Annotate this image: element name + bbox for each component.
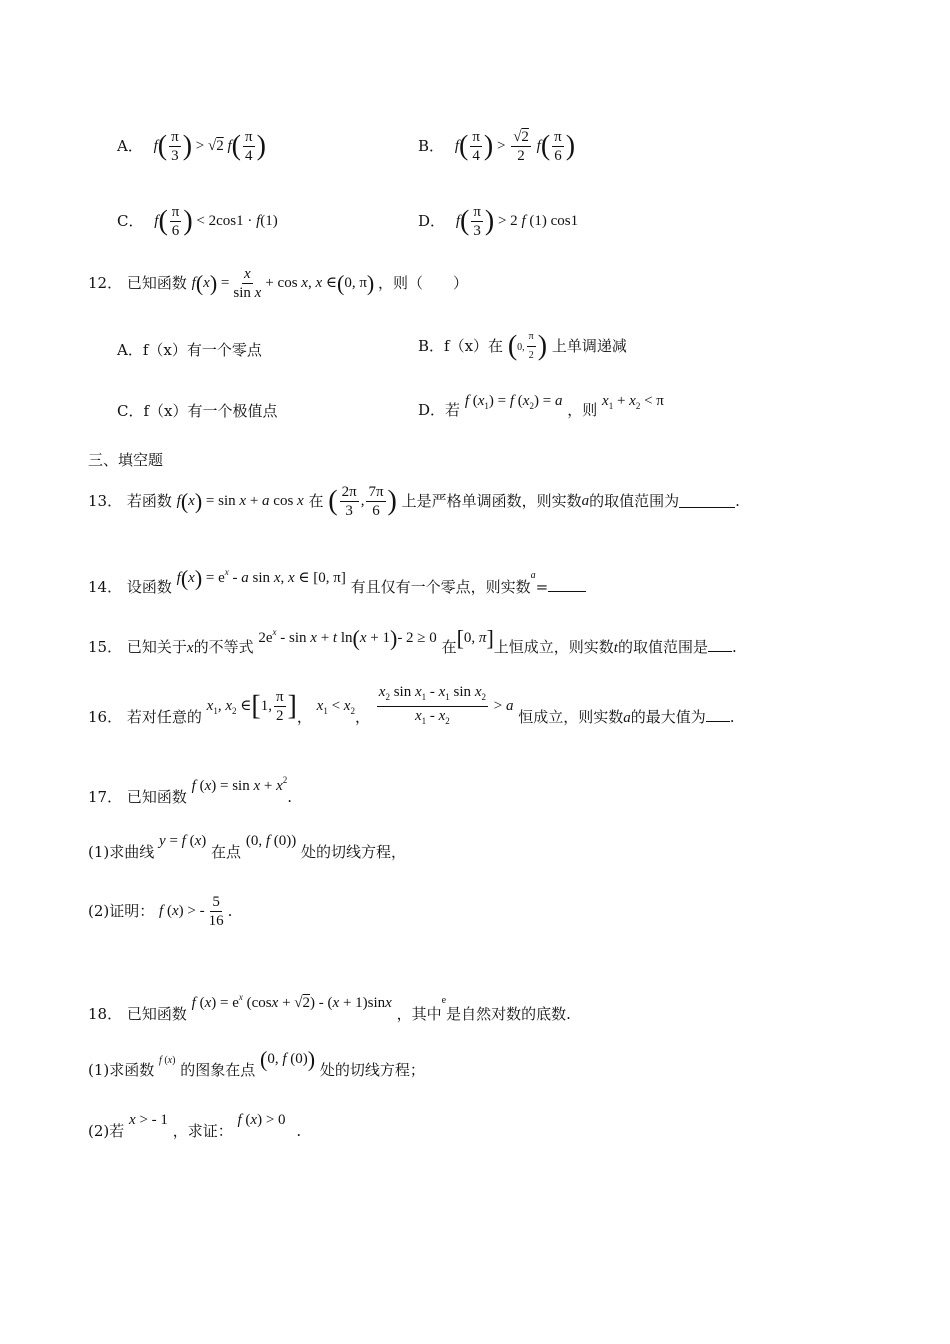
math-formula: $x_1 + x_2 < \pi$: [602, 393, 664, 411]
q17-part1: [88, 830, 406, 862]
option-label: A．: [117, 136, 143, 155]
math-formula: (0, $\frac{\pi}{2}$ ): [508, 338, 547, 354]
question-number: 15．: [88, 638, 123, 656]
math-formula: $2e^x - \sin x + t$ ln(x + 1)- 2 ≥ 0: [258, 625, 437, 651]
period: .: [287, 788, 293, 806]
question-text: 的图象在点: [180, 1061, 256, 1079]
question-text: ，求证：: [172, 1122, 233, 1140]
period: .: [731, 638, 737, 656]
answer-blank: [706, 707, 730, 722]
question-text: 是自然对数的底数.: [446, 1005, 571, 1023]
option-text: 上单调递减: [551, 336, 627, 355]
question-text: 已知关于: [126, 638, 187, 656]
math-formula: f( $\frac{\pi}{3}$ ) > 2 f (1) cos1: [455, 204, 579, 239]
q11-option-c: [117, 203, 278, 240]
q12-option-b: [418, 328, 627, 365]
question-number: 13．: [88, 491, 123, 510]
math-formula: $\frac{x_2 \sin x_1 - x_1 \sin x_2}{x_1 - x_2}$ > a: [378, 684, 514, 726]
comma: ，: [354, 707, 370, 726]
question-number: 12．: [88, 273, 123, 292]
question-text: 已知函数: [126, 273, 187, 292]
question-text: 在点: [211, 843, 242, 861]
math-formula: f(x) = $\frac{x}{\text{sin x}}$ + cos x, x ∈(0, π): [191, 266, 375, 301]
math-formula: f( $\frac{\pi}{4}$ ) > $\frac{√2}{2}$ f( $\frac{\pi}{6}$ ): [454, 129, 576, 164]
period: .: [296, 1122, 302, 1140]
answer-blank: [679, 493, 735, 508]
q16: 16． 若对任意的 $x_1$, $x_2$ ∈[1, $\frac{\pi}{2}$ ]， $x_1 < x_2$， $\frac{x_2 \sin x_1 - x_1 \sin x_2}{x_1 - x_2}$ > a 恒成立，则实数a的最大值为 .: [88, 684, 735, 726]
answer-blank: [548, 577, 586, 592]
q15: 15． 已知关于x的不等式 $2e^x - \sin x + t$ ln(x + 1)- 2 ≥ 0 在[0, π]上恒成立，则实数t的取值范围是 .: [88, 625, 737, 656]
q12-option-a: A．f（x）有一个零点: [117, 341, 262, 359]
question-text: (1)求函数: [88, 1061, 155, 1079]
section-title: 三、填空题: [88, 451, 164, 469]
equals: =: [535, 578, 549, 596]
answer-blank: [708, 637, 732, 652]
option-label: C．: [117, 211, 144, 230]
question-text: 上是严格单调函数，则实数: [401, 491, 582, 510]
math-formula: (0, f (0)): [260, 1046, 316, 1072]
q14: 14． 设函数 $f(x) = e^x - a$ sin x, x ∈ [0, π] 有且仅有一个零点，则实数$^a$=: [88, 562, 586, 597]
q13: 13． 若函数 f(x) = sin x + a cos x 在 ( $\frac{2\pi}{3}$ , $\frac{7\pi}{6}$ ) 上是严格单调函数，则实数a的取值范围为 .: [88, 484, 740, 519]
q18: 18． 已知函数 f $(x) = e^x$ (cosx + √2) - (x + 1)sinx ，其中$^e$是自然对数的底数.: [88, 992, 571, 1023]
question-text: 处的切线方程，: [301, 843, 407, 861]
question-number: 18．: [88, 1005, 123, 1023]
question-text: 恒成立，则实数: [518, 707, 624, 726]
period: .: [227, 901, 233, 920]
question-text: 在: [441, 638, 457, 656]
question-text: 若对任意的: [126, 707, 202, 726]
math-formula: $x_1$, $x_2$ ∈[1, $\frac{\pi}{2}$ ]: [206, 689, 297, 724]
q12-option-c: C．f（x）有一个极值点: [117, 402, 278, 420]
option-text: ，则: [567, 401, 598, 419]
question-text: 有且仅有一个零点，则实数: [350, 578, 531, 596]
question-text: 若函数: [126, 491, 172, 510]
period: .: [735, 491, 740, 510]
math-formula: f $(x_1) = f$ $(x_2) = a$: [464, 393, 563, 411]
q18-part2: [88, 1109, 301, 1141]
math-formula: f (x) > 0: [237, 1112, 286, 1128]
question-text: ，则（ ）: [377, 273, 468, 292]
math-formula: x > - 1: [129, 1112, 168, 1128]
question-text: (2)若: [88, 1122, 125, 1140]
question-text: (2)证明：: [88, 901, 155, 920]
period: .: [729, 707, 735, 726]
question-text: 的不等式: [193, 638, 254, 656]
question-text: 已知函数: [126, 1005, 187, 1023]
math-formula: ( $\frac{2\pi}{3}$ , $\frac{7\pi}{6}$ ): [328, 484, 397, 519]
math-formula: $f(x) = e^x - a$ sin x, x ∈ [0, π]: [176, 565, 346, 591]
question-text: 在: [308, 491, 324, 510]
question-text: 上恒成立，则实数: [493, 638, 614, 656]
option-label: B．: [418, 136, 445, 155]
option-label: D．: [418, 211, 446, 230]
math-formula: f $(x) = \sin x + x^2$: [191, 775, 288, 794]
comma: ，: [296, 707, 312, 726]
question-text: 的取值范围为: [589, 491, 680, 510]
question-number: 16．: [88, 707, 123, 726]
question-text: 的最大值为: [630, 707, 706, 726]
option-text: B．f（x）在: [418, 336, 504, 355]
math-formula: f (x): [159, 1055, 176, 1066]
math-formula: f (x) > - $\frac{5}{16}$: [159, 894, 224, 929]
math-formula: [0, π]: [456, 625, 494, 651]
question-text: 的取值范围是: [617, 638, 708, 656]
question-text: 已知函数: [126, 788, 187, 806]
math-formula: f(x) = sin x + a cos x: [176, 488, 304, 514]
math-formula: (0, f (0)): [245, 833, 297, 849]
question-number: 14．: [88, 578, 123, 596]
q18-part1: [88, 1048, 425, 1080]
q12-option-d: [418, 390, 664, 420]
question-text: (1)求曲线: [88, 843, 155, 861]
q17-part2: [88, 893, 232, 930]
math-formula: y = f (x): [159, 833, 207, 849]
question-number: 17．: [88, 788, 123, 806]
math-formula: f( $\frac{\pi}{3}$ ) > √2 f( $\frac{\pi}{4}$ ): [153, 129, 266, 164]
math-formula: f $(x) = e^x$ (cosx + √2) - (x + 1)sinx: [191, 992, 392, 1011]
q11-option-b: [418, 128, 575, 165]
q11-option-d: [418, 203, 578, 240]
q12-stem: [88, 265, 468, 302]
option-text: D．若: [418, 401, 461, 419]
q17: [88, 770, 292, 807]
question-text: 处的切线方程；: [319, 1061, 425, 1079]
math-formula: f( $\frac{\pi}{6}$ ) < 2cos1 · f(1): [154, 204, 278, 239]
question-text: ，其中: [396, 1005, 442, 1023]
question-text: 设函数: [126, 578, 172, 596]
math-formula: $x_1 < x_2$: [316, 697, 355, 716]
q11-option-a: [117, 128, 266, 165]
